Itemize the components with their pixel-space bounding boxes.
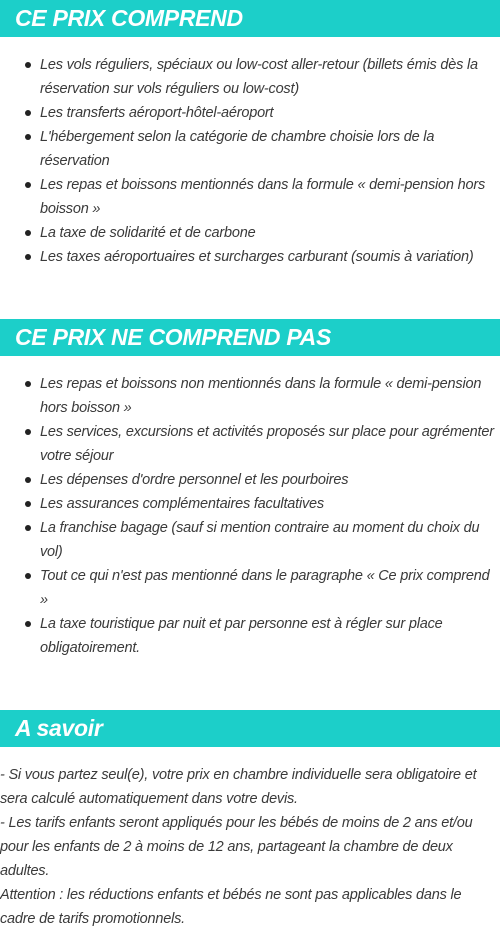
section-spacer (0, 269, 500, 319)
list-item: Les transferts aéroport-hôtel-aéroport (40, 101, 500, 125)
savoir-paragraph: - Si vous partez seul(e), votre prix en chambre individuelle sera obligatoire et sera calculé automatiquement dans votre devis. (0, 767, 477, 807)
excluded-list (0, 372, 500, 660)
included-section (0, 0, 500, 269)
list-item: L'hébergement selon la catégorie de chambre choisie lors de la réservation (40, 125, 500, 173)
list-item: La taxe touristique par nuit et par personne est à régler sur place obligatoirement. (40, 612, 500, 660)
list-item: Les vols réguliers, spéciaux ou low-cost aller-retour (billets émis dès la réservation sur vols réguliers ou low-cost) (40, 53, 500, 101)
list-item: Les assurances complémentaires facultatives (40, 492, 500, 516)
included-list (0, 53, 500, 269)
savoir-section (0, 710, 500, 931)
list-item: La taxe de solidarité et de carbone (40, 221, 500, 245)
excluded-section (0, 319, 500, 660)
section-spacer (0, 660, 500, 710)
list-item: Les taxes aéroportuaires et surcharges carburant (soumis à variation) (40, 245, 500, 269)
savoir-paragraph: - Les tarifs enfants seront appliqués pour les bébés de moins de 2 ans et/ou pour les enfants de 2 à moins de 12 ans, partageant la chambre de deux adultes. (0, 815, 473, 879)
list-item: Tout ce qui n'est pas mentionné dans le paragraphe « Ce prix comprend » (40, 564, 500, 612)
list-item: Les services, excursions et activités proposés sur place pour agrémenter votre séjour (40, 420, 500, 468)
savoir-section-title: A savoir (0, 710, 500, 747)
list-item: La franchise bagage (sauf si mention contraire au moment du choix du vol) (40, 516, 500, 564)
excluded-section-title: CE PRIX NE COMPREND PAS (0, 319, 500, 356)
list-item: Les repas et boissons non mentionnés dans la formule « demi-pension hors boisson » (40, 372, 500, 420)
list-item: Les dépenses d'ordre personnel et les pourboires (40, 468, 500, 492)
savoir-text (0, 763, 500, 931)
list-item: Les repas et boissons mentionnés dans la formule « demi-pension hors boisson » (40, 173, 500, 221)
included-section-title: CE PRIX COMPREND (0, 0, 500, 37)
savoir-paragraph: Attention : les réductions enfants et bébés ne sont pas applicables dans le cadre de tarifs promotionnels. (0, 887, 462, 927)
